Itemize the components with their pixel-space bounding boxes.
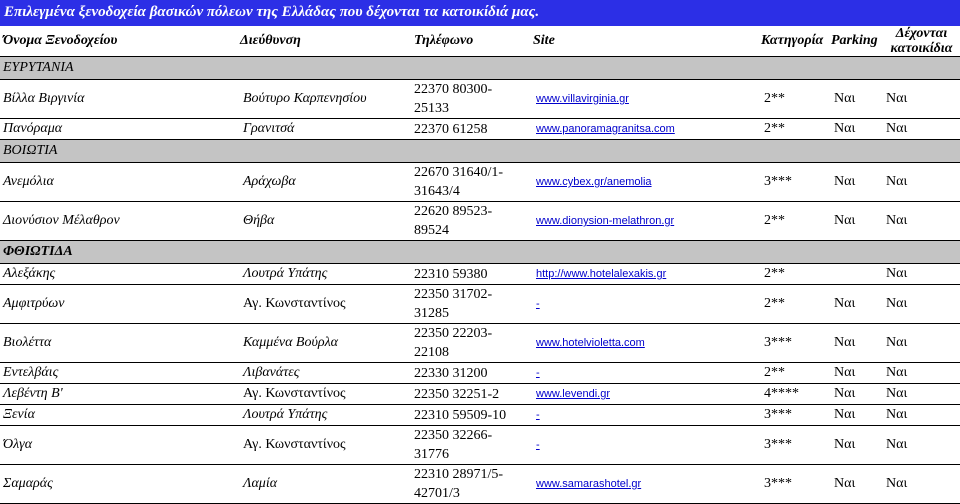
hotel-name: Εντελβάις [0,363,240,384]
site-link[interactable]: www.dionysion-melathron.gr [536,215,675,227]
site-link[interactable]: www.levendi.gr [536,388,610,400]
phone-line: 89524 [414,223,449,238]
hotel-pets: Ναι [883,285,960,324]
table-row [0,80,960,119]
table-row [0,426,960,465]
phone-line: 31643/4 [414,184,460,199]
header-category: Κατηγορία [761,33,824,48]
hotel-address: Λουτρά Υπάτης [240,264,411,285]
hotel-pets: Ναι [883,465,960,504]
hotel-parking: Ναι [831,80,883,119]
hotel-name: Πανόραμα [0,119,240,140]
section-name: ΦΘΙΩΤΙΔΑ [0,241,960,264]
hotel-parking: Ναι [831,202,883,241]
hotel-site[interactable] [533,384,761,405]
header-address: Διεύθυνση [240,33,301,48]
hotel-site[interactable] [533,426,761,465]
hotel-address: Λιβανάτες [240,363,411,384]
table-row [0,119,960,140]
hotel-category: 2** [761,363,831,384]
header-site: Site [533,33,555,48]
hotel-pets: Ναι [883,264,960,285]
table-row [0,285,960,324]
hotel-category: 2** [761,264,831,285]
section-row [0,140,960,163]
hotel-category: 3*** [761,163,831,202]
hotel-pets: Ναι [883,119,960,140]
table-row [0,202,960,241]
site-link[interactable]: www.hotelvioletta.com [536,337,645,349]
hotel-pets: Ναι [883,363,960,384]
hotel-pets: Ναι [883,405,960,426]
hotel-name: Βιολέττα [0,324,240,363]
hotel-parking: Ναι [831,324,883,363]
hotel-phone [411,163,533,202]
hotel-phone [411,405,533,426]
hotel-name: Σαμαράς [0,465,240,504]
hotel-phone [411,324,533,363]
hotel-address: Αγ. Κωνσταντίνος [240,285,411,324]
phone-line: 22350 31702- [414,287,493,302]
section-row [0,57,960,80]
header-phone: Τηλέφωνο [414,33,474,48]
phone-line: 22310 59509-10 [414,407,507,423]
phone-line: 25133 [414,101,449,116]
hotel-phone [411,285,533,324]
hotel-site[interactable] [533,119,761,140]
hotel-address: Καμμένα Βούρλα [240,324,411,363]
phone-line: 31285 [414,306,449,321]
site-link[interactable]: - [536,298,540,310]
phone-line: 22370 80300- [414,82,493,97]
table-row [0,324,960,363]
sheet-title: Επιλεγμένα ξενοδοχεία βασικών πόλεων της Ελλάδας που δέχονται τα κατοικίδιά μας. [0,0,960,26]
hotel-site[interactable] [533,80,761,119]
hotel-site[interactable] [533,363,761,384]
hotel-parking: Ναι [831,163,883,202]
hotel-parking: Ναι [831,465,883,504]
section-name: ΕΥΡΥΤΑΝΙΑ [0,57,960,80]
hotel-phone [411,426,533,465]
site-link[interactable]: www.villavirginia.gr [536,93,629,105]
hotel-category: 2** [761,202,831,241]
hotel-address: Βούτυρο Καρπενησίου [240,80,411,119]
hotel-parking [831,264,883,285]
hotel-address: Αγ. Κωνσταντίνος [240,426,411,465]
hotel-category: 4**** [761,384,831,405]
site-link[interactable]: - [536,409,540,421]
hotel-name: Βίλλα Βιργινία [0,80,240,119]
hotel-site[interactable] [533,405,761,426]
hotel-category: 3*** [761,324,831,363]
site-link[interactable]: - [536,439,540,451]
phone-line: 22310 28971/5- [414,467,504,482]
hotel-phone [411,465,533,504]
hotel-pets: Ναι [883,163,960,202]
hotel-phone [411,384,533,405]
site-link[interactable]: - [536,367,540,379]
phone-line: 22350 32266- [414,428,493,443]
hotel-phone [411,202,533,241]
hotel-site[interactable] [533,264,761,285]
site-link[interactable]: www.panoramagranitsa.com [536,123,675,135]
hotel-address: Λαμία [240,465,411,504]
hotel-pets: Ναι [883,384,960,405]
hotel-site[interactable] [533,202,761,241]
hotel-pets: Ναι [883,202,960,241]
header-hotel: Όνομα Ξενοδοχείου [3,33,118,48]
section-row [0,241,960,264]
hotel-site[interactable] [533,285,761,324]
hotel-name: Διονύσιον Μέλαθρον [0,202,240,241]
hotels-table [0,26,960,504]
hotel-phone [411,80,533,119]
table-body [0,57,960,504]
phone-line: 31776 [414,447,449,462]
hotel-address: Αγ. Κωνσταντίνος [240,384,411,405]
hotel-category: 2** [761,119,831,140]
hotel-name: Αμφιτρύων [0,285,240,324]
table-row [0,405,960,426]
hotel-address: Αράχωβα [240,163,411,202]
header-pets: Δέχονται κατοικίδια [890,26,953,56]
phone-line: 22620 89523- [414,204,493,219]
header-parking: Parking [831,33,878,48]
phone-line: 22330 31200 [414,365,488,381]
hotel-address: Γρανιτσά [240,119,411,140]
phone-line: 42701/3 [414,486,460,501]
phone-line: 22670 31640/1- [414,165,504,180]
hotel-name: Ξενία [0,405,240,426]
site-link[interactable]: www.cybex.gr/anemolia [536,176,652,188]
hotel-parking: Ναι [831,119,883,140]
hotel-address: Λουτρά Υπάτης [240,405,411,426]
hotel-pets: Ναι [883,426,960,465]
section-name: ΒΟΙΩΤΙΑ [0,140,960,163]
hotel-phone [411,264,533,285]
hotel-site[interactable] [533,465,761,504]
hotel-category: 3*** [761,426,831,465]
hotel-name: Αλεξάκης [0,264,240,285]
hotel-name: Όλγα [0,426,240,465]
phone-line: 22370 61258 [414,121,488,137]
hotel-parking: Ναι [831,405,883,426]
hotel-parking: Ναι [831,384,883,405]
table-row [0,384,960,405]
site-link[interactable]: http://www.hotelalexakis.gr [536,268,667,280]
site-link[interactable]: www.samarashotel.gr [536,478,642,490]
hotel-name: Λεβέντη Β' [0,384,240,405]
hotel-site[interactable] [533,163,761,202]
hotel-pets: Ναι [883,324,960,363]
hotel-category: 2** [761,80,831,119]
header-row [0,26,960,57]
hotel-pets: Ναι [883,80,960,119]
hotel-phone [411,119,533,140]
hotel-parking: Ναι [831,285,883,324]
hotel-site[interactable] [533,324,761,363]
phone-line: 22350 22203- [414,326,493,341]
table-row [0,264,960,285]
phone-line: 22108 [414,345,449,360]
table-row [0,465,960,504]
hotel-parking: Ναι [831,363,883,384]
hotel-phone [411,363,533,384]
table-row [0,363,960,384]
table-row [0,163,960,202]
hotel-address: Θήβα [240,202,411,241]
hotel-name: Ανεμόλια [0,163,240,202]
hotel-parking: Ναι [831,426,883,465]
hotel-category: 3*** [761,405,831,426]
hotel-category: 2** [761,285,831,324]
phone-line: 22310 59380 [414,266,488,282]
hotel-category: 3*** [761,465,831,504]
phone-line: 22350 32251-2 [414,386,500,402]
